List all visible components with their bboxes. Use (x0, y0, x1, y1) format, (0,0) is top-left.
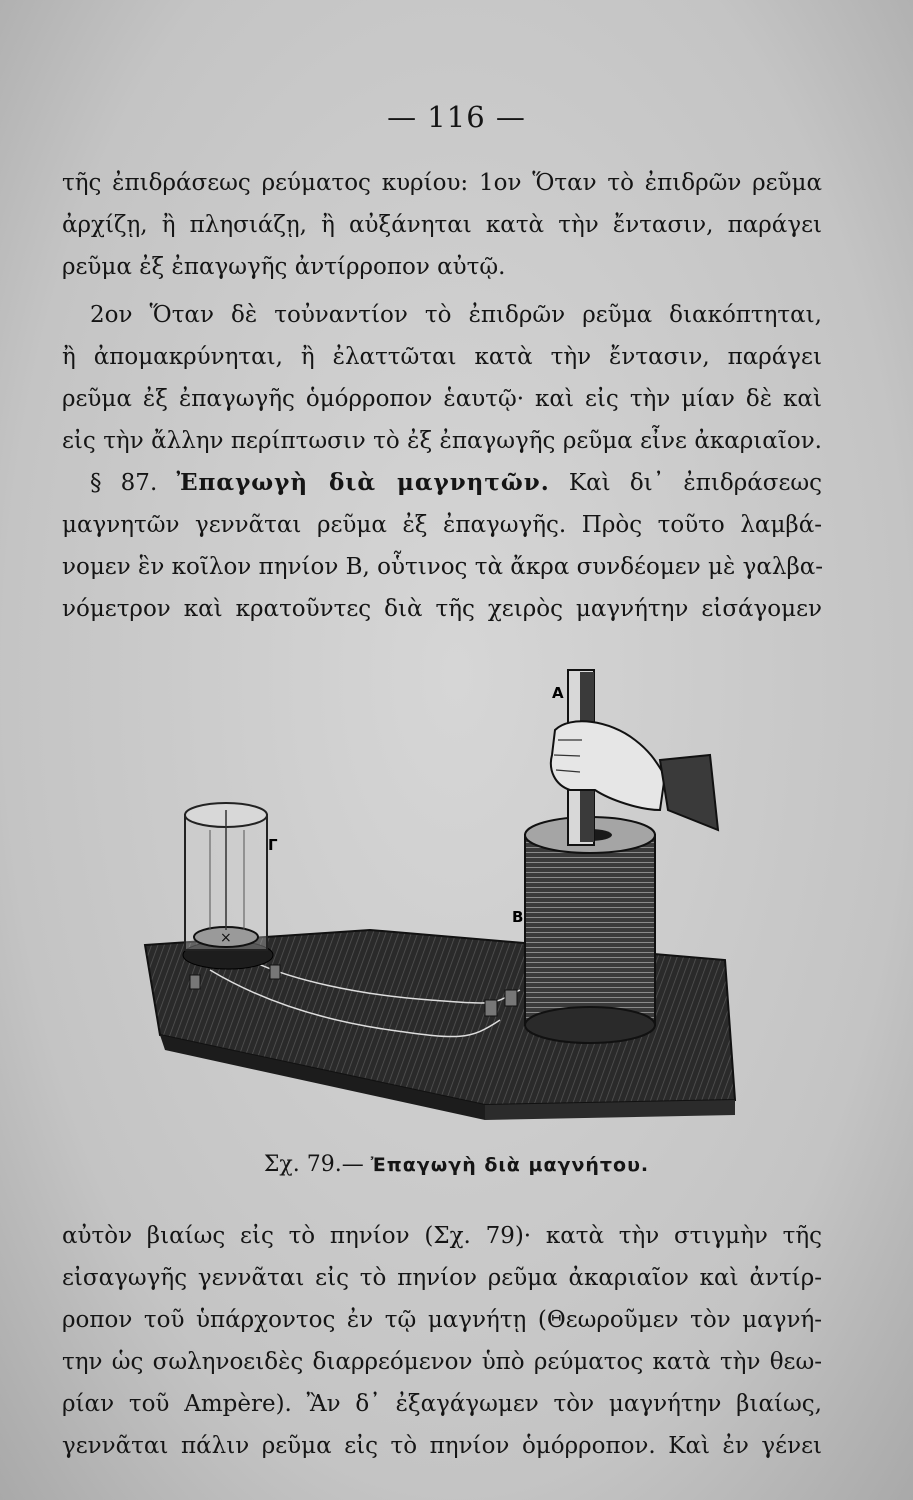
text-line: ἢ ἀπομακρύνηται, ἢ ἐλαττῶται κατὰ τὴν ἔντασιν, παράγει (62, 344, 822, 370)
text-line: 2ον Ὅταν δὲ τοὐναντίον τὸ ἐπιδρῶν ρεῦμα διακόπτηται, (90, 302, 822, 328)
paragraph-2 (62, 294, 822, 462)
caption-title: Ἐπαγωγὴ διὰ μαγνήτου. (370, 1154, 650, 1176)
label-beta: Β (512, 908, 524, 926)
galvanometer (183, 803, 273, 969)
paragraph-1 (62, 162, 822, 288)
text-line: γεννᾶται πάλιν ρεῦμα εἰς τὸ πηνίον ὁμόρροπον. Καὶ ἐν γένει (62, 1433, 822, 1459)
page-number: — 116 — (387, 100, 526, 134)
text-line: νόμετρον καὶ κρατοῦντες διὰ τῆς χειρὸς μαγνήτην εἰσάγομεν (62, 596, 822, 622)
figure-79-illustration (140, 660, 740, 1120)
coil-b (525, 817, 655, 1043)
text-line: εἰσαγωγῆς γεννᾶται εἰς τὸ πηνίον ρεῦμα ἀκαριαῖον καὶ ἀντίρ- (62, 1265, 822, 1291)
text-line: νομεν ἓν κοῖλον πηνίον Β, οὗτινος τὰ ἄκρα συνδέομεν μὲ γαλβα- (62, 554, 824, 580)
text-line: την ὡς σωληνοειδὲς διαρρεόμενον ὑπὸ ρεύματος κατὰ τὴν θεω- (62, 1349, 822, 1375)
text-line: ρεῦμα ἐξ ἐπαγωγῆς ἀντίρροπον αὐτῷ. (62, 254, 506, 280)
section-number: § 87. (90, 470, 158, 496)
section-first-line-rest: Καὶ δι᾽ ἐπιδράσεως (568, 470, 823, 496)
label-alpha: Α (552, 684, 564, 702)
label-gamma: Γ (268, 836, 278, 854)
caption-prefix: Σχ. 79.— (263, 1152, 364, 1177)
text-line: μαγνητῶν γεννᾶται ρεῦμα ἐξ ἐπαγωγῆς. Πρὸς τοῦτο λαμβά- (62, 512, 822, 538)
text-line: αὐτὸν βιαίως εἰς τὸ πηνίον (Σχ. 79)· κατὰ τὴν στιγμὴν τῆς (62, 1223, 822, 1249)
figure-caption (0, 1152, 913, 1177)
text-line: ρεῦμα ἐξ ἐπαγωγῆς ὁμόρροπον ἑαυτῷ· καὶ εἰς τὴν μίαν δὲ καὶ (62, 386, 822, 412)
text-line: τῆς ἐπιδράσεως ρεύματος κυρίου: 1ον Ὅταν τὸ ἐπιδρῶν ρεῦμα (62, 170, 822, 196)
section-heading-line (62, 462, 822, 504)
text-line: ροπον τοῦ ὑπάρχοντος ἐν τῷ μαγνήτῃ (Θεωροῦμεν τὸν μαγνή- (62, 1307, 822, 1333)
paragraph-3 (62, 1215, 822, 1467)
text-line: ρίαν τοῦ Ampère). Ἂν δ᾽ ἐξαγάγωμεν τὸν μαγνήτην βιαίως, (62, 1391, 822, 1417)
text-line: ἀρχίζῃ, ἢ πλησιάζῃ, ἢ αὐξάνηται κατὰ τὴν ἔντασιν, παράγει (62, 212, 822, 238)
section-title: Ἐπαγωγὴ διὰ μαγνητῶν. (176, 469, 550, 496)
text-line: εἰς τὴν ἄλλην περίπτωσιν τὸ ἐξ ἐπαγωγῆς ρεῦμα εἶνε ἀκαριαῖον. (62, 428, 822, 454)
section-87 (62, 462, 822, 630)
svg-text:×: × (220, 930, 232, 946)
